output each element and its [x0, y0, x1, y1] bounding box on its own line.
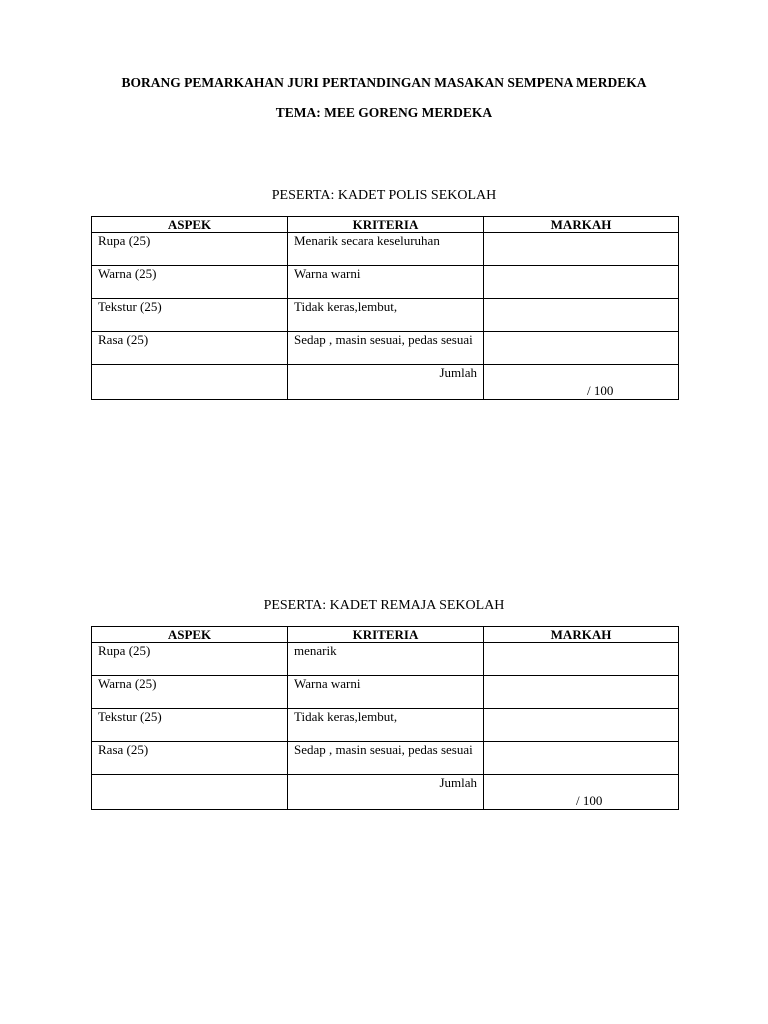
header-markah: MARKAH	[484, 627, 679, 643]
kriteria-cell: Tidak keras,lembut,	[288, 709, 484, 742]
header-markah: MARKAH	[484, 217, 679, 233]
total-markah-cell[interactable]	[484, 775, 679, 810]
table-row	[92, 676, 679, 709]
table-row	[92, 643, 679, 676]
kriteria-cell: Sedap , masin sesuai, pedas sesuai	[288, 742, 484, 775]
table-header-row	[92, 217, 679, 233]
header-aspek: ASPEK	[92, 217, 288, 233]
aspek-cell: Warna (25)	[92, 266, 288, 299]
kriteria-cell: Menarik secara keseluruhan	[288, 233, 484, 266]
total-value: / 100	[587, 383, 614, 398]
kriteria-cell: Warna warni	[288, 676, 484, 709]
total-value: / 100	[576, 793, 603, 808]
kriteria-cell: menarik	[288, 643, 484, 676]
total-label: Jumlah	[288, 365, 484, 400]
kriteria-cell: Tidak keras,lembut,	[288, 299, 484, 332]
participant-heading: PESERTA: KADET POLIS SEKOLAH	[271, 188, 497, 203]
aspek-cell: Rupa (25)	[92, 643, 288, 676]
document-title: BORANG PEMARKAHAN JURI PERTANDINGAN MASAKAN SEMPENA MERDEKA	[121, 75, 647, 90]
empty-cell	[92, 365, 288, 400]
table-header-row	[92, 627, 679, 643]
aspek-cell: Tekstur (25)	[92, 709, 288, 742]
score-table	[91, 626, 679, 810]
participant-heading: PESERTA: KADET REMAJA SEKOLAH	[263, 598, 505, 613]
markah-cell[interactable]	[484, 332, 679, 365]
header-kriteria: KRITERIA	[288, 627, 484, 643]
aspek-cell: Rupa (25)	[92, 233, 288, 266]
score-table	[91, 216, 679, 400]
markah-cell[interactable]	[484, 643, 679, 676]
table-row	[92, 332, 679, 365]
kriteria-cell: Warna warni	[288, 266, 484, 299]
aspek-cell: Tekstur (25)	[92, 299, 288, 332]
total-markah-cell[interactable]	[484, 365, 679, 400]
header-kriteria: KRITERIA	[288, 217, 484, 233]
table-row	[92, 233, 679, 266]
aspek-cell: Rasa (25)	[92, 742, 288, 775]
table-row	[92, 266, 679, 299]
markah-cell[interactable]	[484, 709, 679, 742]
markah-cell[interactable]	[484, 266, 679, 299]
document-theme: TEMA: MEE GORENG MERDEKA	[275, 105, 493, 120]
header-aspek: ASPEK	[92, 627, 288, 643]
total-row	[92, 775, 679, 810]
markah-cell[interactable]	[484, 299, 679, 332]
aspek-cell: Rasa (25)	[92, 332, 288, 365]
table-row	[92, 709, 679, 742]
table-row	[92, 742, 679, 775]
markah-cell[interactable]	[484, 676, 679, 709]
empty-cell	[92, 775, 288, 810]
table-row	[92, 299, 679, 332]
markah-cell[interactable]	[484, 742, 679, 775]
kriteria-cell: Sedap , masin sesuai, pedas sesuai	[288, 332, 484, 365]
total-label: Jumlah	[288, 775, 484, 810]
total-row	[92, 365, 679, 400]
aspek-cell: Warna (25)	[92, 676, 288, 709]
markah-cell[interactable]	[484, 233, 679, 266]
